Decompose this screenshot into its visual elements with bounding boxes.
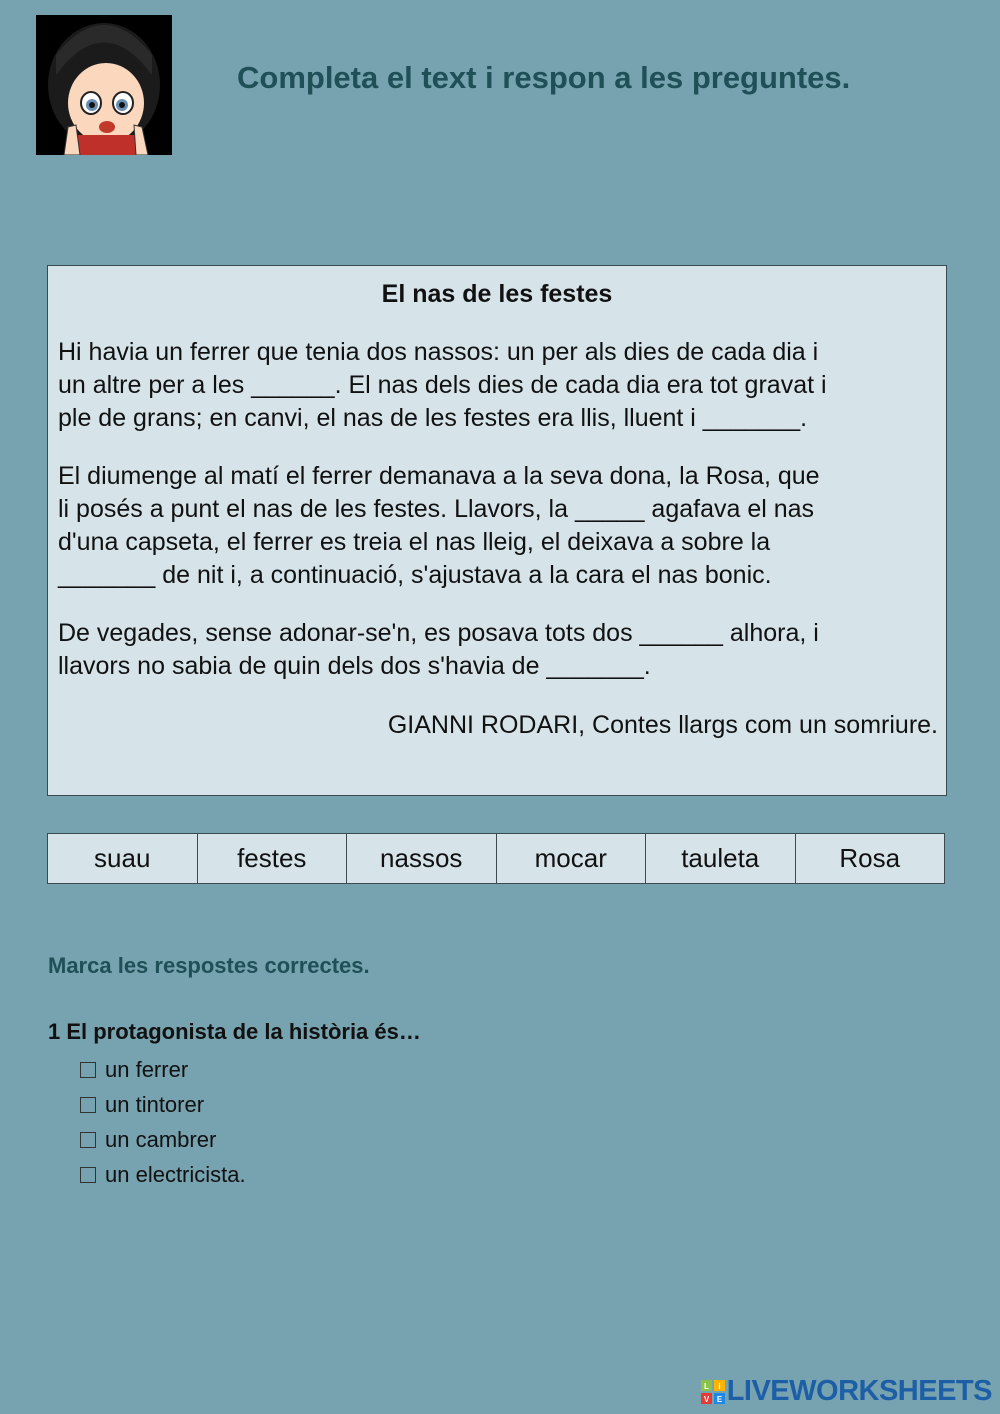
- logo-mark-letter: V: [703, 1394, 709, 1404]
- story-paragraph: [58, 617, 936, 683]
- word-bank-item[interactable]: Rosa: [839, 843, 901, 873]
- checkbox[interactable]: [80, 1097, 96, 1113]
- story-line: un altre per a les ______. El nas dels dies de cada dia era tot gravat i: [58, 371, 827, 399]
- quiz-instruction: Marca les respostes correctes.: [48, 953, 370, 978]
- word-bank: [47, 833, 945, 884]
- quiz-option-label: un electricista.: [105, 1161, 246, 1187]
- quiz-option[interactable]: [80, 1157, 246, 1192]
- story-line: Hi havia un ferrer que tenia dos nassos: un per als dies de cada dia i: [58, 338, 819, 366]
- word-bank-item[interactable]: mocar: [497, 834, 647, 883]
- word-bank-item[interactable]: tauleta: [646, 834, 796, 883]
- quiz-option-label: un ferrer: [105, 1056, 189, 1082]
- story-credit: GIANNI RODARI, Contes llargs com un somriure.: [387, 711, 938, 739]
- page-title: Completa el text i respon a les preguntes.: [237, 60, 851, 95]
- word-bank-item[interactable]: suau: [48, 834, 198, 883]
- logo-mark-letter: L: [703, 1381, 709, 1391]
- story-box: [47, 265, 947, 796]
- story-paragraph: [58, 460, 936, 592]
- quiz-option-label: un cambrer: [105, 1126, 217, 1152]
- logo-mark-letter: I: [718, 1381, 721, 1391]
- logo-mark-letter: E: [716, 1394, 722, 1404]
- quiz-option[interactable]: [80, 1122, 246, 1157]
- logo-text: LIVEWORKSHEETS: [726, 1375, 992, 1407]
- story-line: De vegades, sense adonar-se'n, es posava tots dos ______ alhora, i: [58, 619, 819, 647]
- quiz-option[interactable]: [80, 1052, 246, 1087]
- story-line: llavors no sabia de quin dels dos s'havia de _______.: [58, 652, 651, 680]
- logo-mark-icon: [701, 1380, 725, 1404]
- story-title: El nas de les festes: [381, 280, 613, 308]
- cartoon-girl-image: [36, 15, 172, 155]
- story-line: d'una capseta, el ferrer es treia el nas lleig, el deixava a sobre la: [58, 528, 771, 556]
- liveworksheets-logo: [701, 1375, 992, 1408]
- checkbox[interactable]: [80, 1132, 96, 1148]
- quiz-options: [80, 1052, 246, 1192]
- word-bank-item[interactable]: festes: [198, 834, 348, 883]
- story-line: El diumenge al matí el ferrer demanava a la seva dona, la Rosa, que: [58, 462, 820, 490]
- word-bank-item[interactable]: nassos: [347, 834, 497, 883]
- checkbox[interactable]: [80, 1167, 96, 1183]
- avatar: [36, 15, 172, 155]
- quiz-question: 1 El protagonista de la història és…: [48, 1019, 421, 1044]
- story-paragraph: [58, 336, 936, 435]
- story-line: li posés a punt el nas de les festes. Llavors, la _____ agafava el nas: [58, 495, 815, 523]
- story-line: ple de grans; en canvi, el nas de les festes era llis, lluent i _______.: [58, 404, 808, 432]
- story-line: _______ de nit i, a continuació, s'ajustava a la cara el nas bonic.: [58, 561, 772, 589]
- quiz-option-label: un tintorer: [105, 1091, 205, 1117]
- quiz-option[interactable]: [80, 1087, 246, 1122]
- checkbox[interactable]: [80, 1062, 96, 1078]
